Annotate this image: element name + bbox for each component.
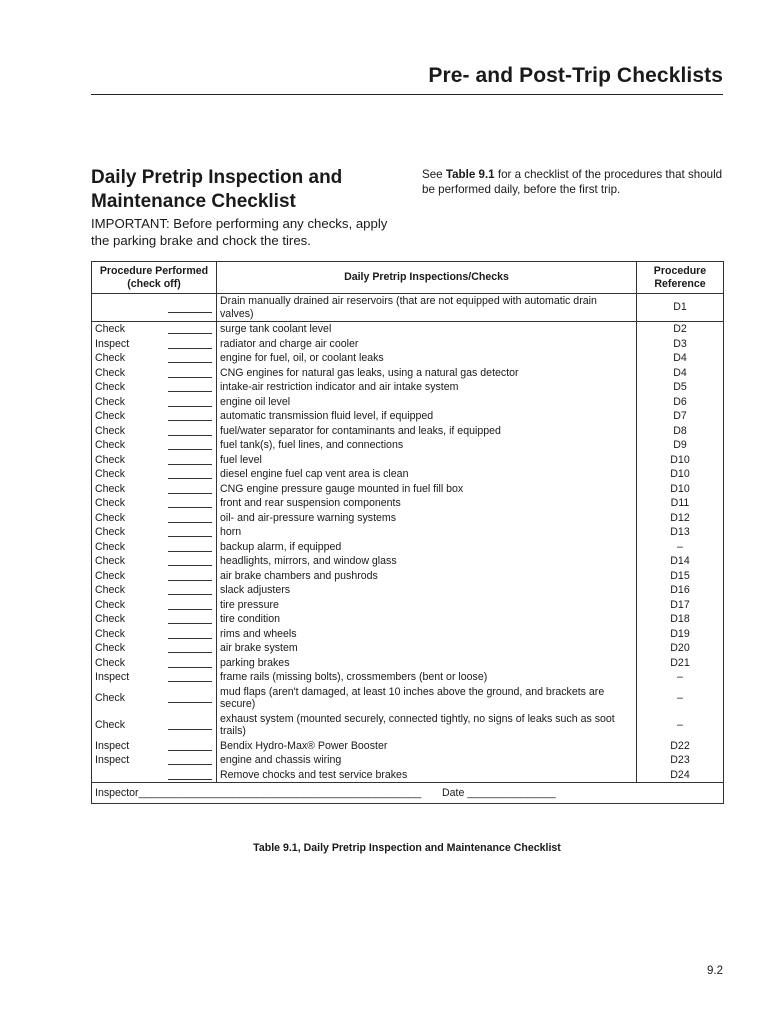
table-row	[92, 424, 724, 439]
action-with-checkoff	[95, 396, 213, 408]
check-off-blank[interactable]	[168, 556, 212, 566]
table-row	[92, 438, 724, 453]
table-row	[92, 482, 724, 497]
table-row	[92, 569, 724, 584]
inspection-item-cell: engine for fuel, oil, or coolant leaks	[217, 351, 637, 366]
inspection-item-cell: intake-air restriction indicator and air intake system	[217, 380, 637, 395]
action-with-checkoff	[95, 584, 213, 596]
check-off-blank[interactable]	[168, 382, 212, 392]
inspection-item-cell: parking brakes	[217, 656, 637, 671]
table-row	[92, 467, 724, 482]
action-label: Check	[95, 395, 126, 408]
procedure-performed-cell	[92, 598, 217, 613]
inspection-item-cell: rims and wheels	[217, 627, 637, 642]
procedure-performed-cell	[92, 453, 217, 468]
action-with-checkoff	[95, 541, 213, 553]
section-title-line1: Daily Pretrip Inspection and	[91, 167, 343, 188]
procedure-reference-cell: D2	[637, 322, 724, 337]
check-off-blank[interactable]	[168, 498, 212, 508]
inspection-item-cell: front and rear suspension components	[217, 496, 637, 511]
check-off-blank[interactable]	[168, 643, 212, 653]
page-number: 9.2	[707, 965, 723, 977]
procedure-reference-cell: D22	[637, 739, 724, 754]
procedure-performed-cell	[92, 612, 217, 627]
action-with-checkoff	[95, 526, 213, 538]
procedure-performed-cell	[92, 395, 217, 410]
action-with-checkoff	[95, 303, 213, 313]
table-row	[92, 670, 724, 685]
table-row	[92, 525, 724, 540]
inspection-item-cell: fuel/water separator for contaminants and leaks, if equipped	[217, 424, 637, 439]
action-label: Check	[95, 584, 126, 597]
header-inspections-checks: Daily Pretrip Inspections/Checks	[217, 262, 637, 294]
procedure-reference-cell: –	[637, 540, 724, 555]
check-off-blank[interactable]	[168, 741, 212, 751]
checklist-table-wrap	[91, 261, 723, 804]
action-with-checkoff	[95, 613, 213, 625]
inspection-item-cell: Bendix Hydro-Max® Power Booster	[217, 739, 637, 754]
procedure-reference-cell: –	[637, 712, 724, 739]
check-off-blank[interactable]	[168, 720, 212, 730]
table-row	[92, 739, 724, 754]
action-with-checkoff	[95, 425, 213, 437]
procedure-performed-cell	[92, 294, 217, 322]
procedure-reference-cell: D4	[637, 351, 724, 366]
procedure-reference-cell: D15	[637, 569, 724, 584]
procedure-performed-cell	[92, 380, 217, 395]
action-with-checkoff	[95, 740, 213, 752]
procedure-performed-cell	[92, 525, 217, 540]
action-with-checkoff	[95, 439, 213, 451]
section-title-line2: Maintenance Checklist	[91, 191, 296, 212]
action-label: Check	[95, 482, 126, 495]
inspection-item-cell: CNG engines for natural gas leaks, using a natural gas detector	[217, 366, 637, 381]
action-with-checkoff	[95, 454, 213, 466]
table-body	[92, 294, 724, 783]
procedure-performed-cell	[92, 337, 217, 352]
checklist-table	[91, 261, 724, 804]
inspection-item-cell: tire condition	[217, 612, 637, 627]
table-row	[92, 583, 724, 598]
procedure-performed-cell	[92, 641, 217, 656]
action-label: Check	[95, 410, 126, 423]
inspection-item-cell: fuel level	[217, 453, 637, 468]
procedure-reference-cell: D19	[637, 627, 724, 642]
important-note: IMPORTANT: Before performing any checks, apply the parking brake and chock the tires.	[91, 216, 388, 248]
procedure-reference-cell: D17	[637, 598, 724, 613]
check-off-blank[interactable]	[168, 600, 212, 610]
check-off-blank[interactable]	[168, 368, 212, 378]
check-off-blank[interactable]	[168, 339, 212, 349]
action-label: Check	[95, 424, 126, 437]
inspection-item-cell: fuel tank(s), fuel lines, and connections	[217, 438, 637, 453]
procedure-performed-cell	[92, 467, 217, 482]
action-label: Check	[95, 598, 126, 611]
procedure-performed-cell	[92, 482, 217, 497]
action-with-checkoff	[95, 381, 213, 393]
procedure-performed-cell	[92, 511, 217, 526]
check-off-blank[interactable]	[168, 397, 212, 407]
table-row	[92, 768, 724, 783]
inspector-field[interactable]: Inspector________________________________________________	[95, 786, 422, 799]
inspection-item-cell: engine oil level	[217, 395, 637, 410]
inspection-item-cell: diesel engine fuel cap vent area is clean	[217, 467, 637, 482]
action-label: Inspect	[95, 739, 130, 752]
procedure-reference-cell: D4	[637, 366, 724, 381]
check-off-blank[interactable]	[168, 353, 212, 363]
inspection-item-cell: slack adjusters	[217, 583, 637, 598]
inspection-item-cell: horn	[217, 525, 637, 540]
section-title	[91, 166, 391, 214]
action-label: Inspect	[95, 754, 130, 767]
inspection-item-cell: oil- and air-pressure warning systems	[217, 511, 637, 526]
action-with-checkoff	[95, 770, 213, 780]
action-label: Check	[95, 718, 126, 731]
procedure-reference-cell: D5	[637, 380, 724, 395]
procedure-reference-cell: D7	[637, 409, 724, 424]
table-row	[92, 712, 724, 739]
procedure-performed-cell	[92, 583, 217, 598]
procedure-performed-cell	[92, 627, 217, 642]
action-with-checkoff	[95, 468, 213, 480]
check-off-blank[interactable]	[168, 440, 212, 450]
check-off-blank[interactable]	[168, 755, 212, 765]
procedure-performed-cell	[92, 739, 217, 754]
inspection-item-cell: air brake chambers and pushrods	[217, 569, 637, 584]
action-label: Check	[95, 497, 126, 510]
action-with-checkoff	[95, 754, 213, 766]
action-label: Check	[95, 526, 126, 539]
check-off-blank[interactable]	[168, 426, 212, 436]
procedure-performed-cell	[92, 670, 217, 685]
check-off-blank[interactable]	[168, 324, 212, 334]
check-off-blank[interactable]	[168, 469, 212, 479]
check-off-blank[interactable]	[168, 513, 212, 523]
action-with-checkoff	[95, 719, 213, 731]
action-label: Check	[95, 555, 126, 568]
table-row	[92, 753, 724, 768]
page-title: Pre- and Post-Trip Checklists	[428, 64, 723, 87]
intro-text	[422, 168, 727, 197]
procedure-reference-cell: D14	[637, 554, 724, 569]
action-label: Inspect	[95, 671, 130, 684]
action-with-checkoff	[95, 497, 213, 509]
table-reference-link: Table 9.1	[445, 168, 495, 181]
procedure-reference-cell: D10	[637, 482, 724, 497]
table-row	[92, 656, 724, 671]
table-row	[92, 598, 724, 613]
procedure-reference-cell: D6	[637, 395, 724, 410]
procedure-performed-cell	[92, 569, 217, 584]
procedure-reference-cell: D11	[637, 496, 724, 511]
procedure-reference-cell: D9	[637, 438, 724, 453]
table-row	[92, 685, 724, 712]
procedure-reference-cell: D24	[637, 768, 724, 783]
table-row	[92, 641, 724, 656]
signature-cell	[92, 783, 724, 804]
check-off-blank[interactable]	[168, 484, 212, 494]
action-label: Check	[95, 439, 126, 452]
date-field[interactable]: Date _______________	[442, 786, 556, 799]
page-header	[91, 64, 723, 95]
table-row	[92, 380, 724, 395]
check-off-blank[interactable]	[168, 672, 212, 682]
action-label: Check	[95, 569, 126, 582]
signature-row	[92, 783, 724, 804]
action-label: Check	[95, 540, 126, 553]
procedure-performed-cell	[92, 685, 217, 712]
check-off-blank[interactable]	[168, 770, 212, 780]
inspection-item-cell: engine and chassis wiring	[217, 753, 637, 768]
inspection-item-cell: mud flaps (aren't damaged, at least 10 inches above the ground, and brackets are secure)	[217, 685, 637, 712]
action-label: Check	[95, 453, 126, 466]
action-label: Check	[95, 323, 126, 336]
check-off-blank[interactable]	[168, 542, 212, 552]
procedure-performed-cell	[92, 753, 217, 768]
table-row	[92, 554, 724, 569]
action-label: Check	[95, 642, 126, 655]
action-label: Check	[95, 613, 126, 626]
action-with-checkoff	[95, 367, 213, 379]
procedure-performed-cell	[92, 540, 217, 555]
action-label: Check	[95, 691, 126, 704]
inspection-item-cell: surge tank coolant level	[217, 322, 637, 337]
action-label: Inspect	[95, 337, 130, 350]
action-with-checkoff	[95, 352, 213, 364]
procedure-performed-cell	[92, 366, 217, 381]
table-row	[92, 612, 724, 627]
procedure-reference-cell: D12	[637, 511, 724, 526]
table-row	[92, 496, 724, 511]
procedure-performed-cell	[92, 351, 217, 366]
procedure-reference-cell: D16	[637, 583, 724, 598]
header-procedure-performed: Procedure Performed (check off)	[92, 262, 217, 294]
table-row	[92, 322, 724, 337]
procedure-reference-cell: D13	[637, 525, 724, 540]
procedure-performed-cell	[92, 438, 217, 453]
inspection-item-cell: air brake system	[217, 641, 637, 656]
procedure-performed-cell	[92, 496, 217, 511]
action-with-checkoff	[95, 628, 213, 640]
inspection-item-cell: CNG engine pressure gauge mounted in fuel fill box	[217, 482, 637, 497]
action-label: Check	[95, 656, 126, 669]
inspection-item-cell: Remove chocks and test service brakes	[217, 768, 637, 783]
check-off-blank[interactable]	[168, 614, 212, 624]
procedure-performed-cell	[92, 656, 217, 671]
procedure-reference-cell: D20	[637, 641, 724, 656]
action-with-checkoff	[95, 512, 213, 524]
procedure-reference-cell: –	[637, 670, 724, 685]
table-row	[92, 511, 724, 526]
check-off-blank[interactable]	[168, 411, 212, 421]
procedure-reference-cell: D8	[637, 424, 724, 439]
header-procedure-reference: Procedure Reference	[637, 262, 724, 294]
table-header-row	[92, 262, 724, 294]
table-row	[92, 395, 724, 410]
table-row	[92, 366, 724, 381]
action-with-checkoff	[95, 692, 213, 704]
check-off-blank[interactable]	[168, 527, 212, 537]
table-row	[92, 453, 724, 468]
action-with-checkoff	[95, 323, 213, 335]
inspection-item-cell: headlights, mirrors, and window glass	[217, 554, 637, 569]
procedure-reference-cell: D18	[637, 612, 724, 627]
action-with-checkoff	[95, 410, 213, 422]
check-off-blank[interactable]	[168, 693, 212, 703]
procedure-reference-cell: D10	[637, 453, 724, 468]
procedure-reference-cell: –	[637, 685, 724, 712]
action-with-checkoff	[95, 555, 213, 567]
action-with-checkoff	[95, 599, 213, 611]
action-label: Check	[95, 381, 126, 394]
inspection-item-cell: Drain manually drained air reservoirs (that are not equipped with automatic drain valves)	[217, 294, 637, 322]
check-off-blank[interactable]	[168, 455, 212, 465]
check-off-blank[interactable]	[168, 303, 212, 313]
inspection-item-cell: backup alarm, if equipped	[217, 540, 637, 555]
procedure-performed-cell	[92, 554, 217, 569]
action-with-checkoff	[95, 570, 213, 582]
table-row	[92, 351, 724, 366]
check-off-blank[interactable]	[168, 658, 212, 668]
action-label: Check	[95, 468, 126, 481]
action-label: Check	[95, 366, 126, 379]
procedure-reference-cell: D21	[637, 656, 724, 671]
action-with-checkoff	[95, 671, 213, 683]
procedure-performed-cell	[92, 424, 217, 439]
inspection-item-cell: tire pressure	[217, 598, 637, 613]
check-off-blank[interactable]	[168, 571, 212, 581]
procedure-performed-cell	[92, 409, 217, 424]
action-with-checkoff	[95, 338, 213, 350]
inspection-item-cell: frame rails (missing bolts), crossmembers (bent or loose)	[217, 670, 637, 685]
inspection-item-cell: exhaust system (mounted securely, connected tightly, no signs of leaks such as soot trails)	[217, 712, 637, 739]
table-row	[92, 337, 724, 352]
action-with-checkoff	[95, 483, 213, 495]
action-with-checkoff	[95, 657, 213, 669]
table-row	[92, 409, 724, 424]
procedure-reference-cell: D3	[637, 337, 724, 352]
procedure-performed-cell	[92, 712, 217, 739]
procedure-reference-cell: D23	[637, 753, 724, 768]
table-row	[92, 294, 724, 322]
action-label: Check	[95, 511, 126, 524]
inspection-item-cell: radiator and charge air cooler	[217, 337, 637, 352]
check-off-blank[interactable]	[168, 629, 212, 639]
action-label: Check	[95, 627, 126, 640]
action-with-checkoff	[95, 642, 213, 654]
intro-prefix: See	[422, 168, 446, 181]
table-caption: Table 9.1, Daily Pretrip Inspection and Maintenance Checklist	[253, 842, 561, 854]
inspection-item-cell: automatic transmission fluid level, if equipped	[217, 409, 637, 424]
procedure-reference-cell: D1	[637, 294, 724, 322]
procedure-performed-cell	[92, 768, 217, 783]
intro-suffix: for a checklist of the procedures that should be performed daily, before the first trip.	[422, 168, 723, 196]
table-row	[92, 540, 724, 555]
procedure-performed-cell	[92, 322, 217, 337]
check-off-blank[interactable]	[168, 585, 212, 595]
procedure-reference-cell: D10	[637, 467, 724, 482]
table-row	[92, 627, 724, 642]
action-label: Check	[95, 352, 126, 365]
